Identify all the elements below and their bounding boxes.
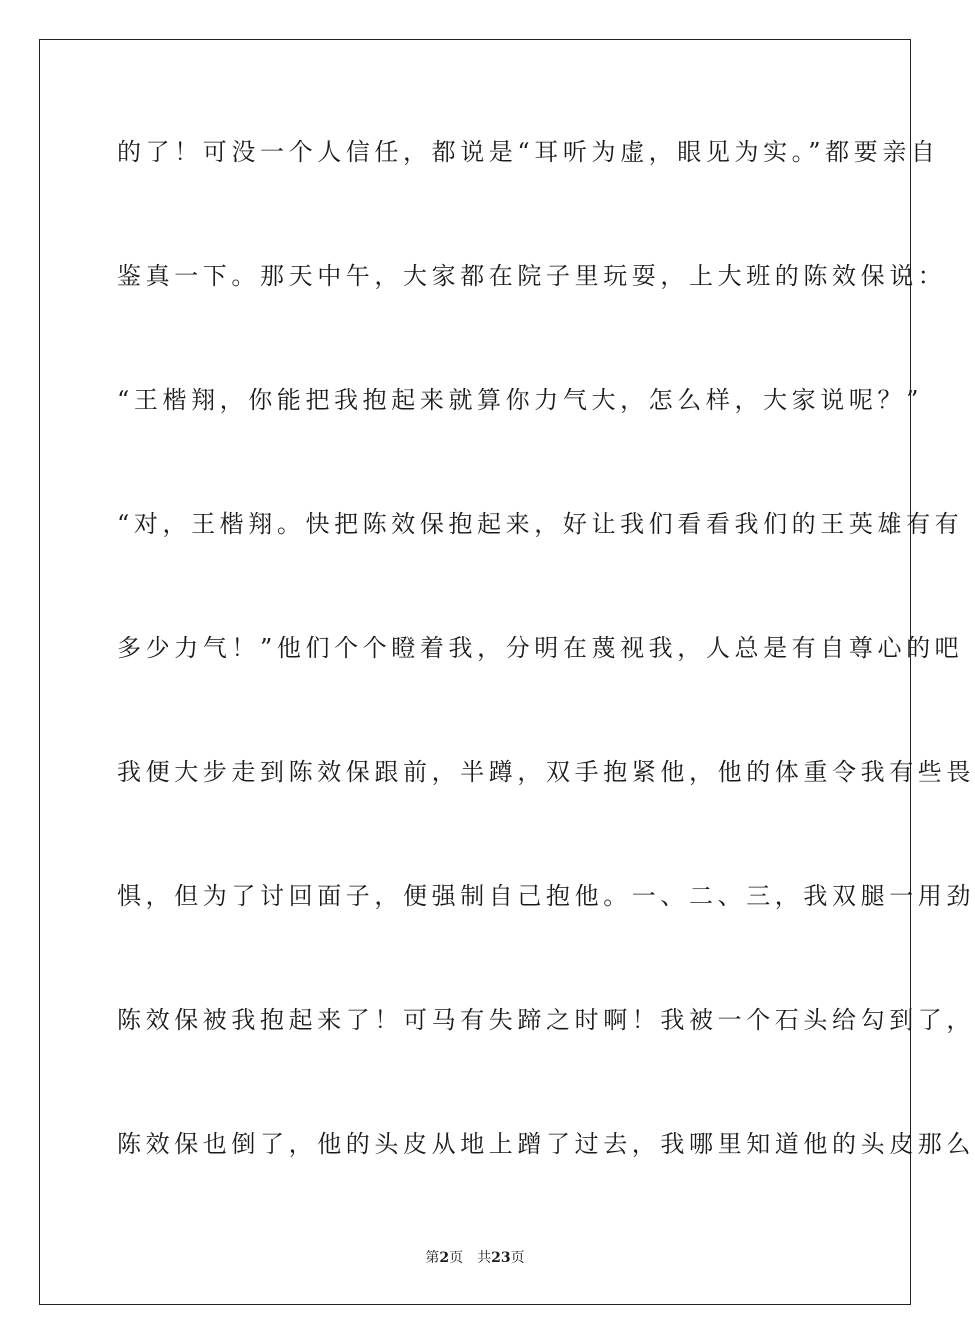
body-line-5: 多少力气！”他们个个瞪着我，分明在蔑视我，人总是有自尊心的吧 [117, 634, 964, 662]
body-line-9: 陈效保也倒了，他的头皮从地上蹭了过去，我哪里知道他的头皮那么 [117, 1130, 975, 1158]
body-line-1: 的了！可没一个人信任，都说是“耳听为虚，眼见为实。”都要亲自 [117, 138, 940, 166]
page-footer [0, 1248, 950, 1268]
total-prefix: 共 [477, 1250, 492, 1266]
body-line-3: “王楷翔，你能把我抱起来就算你力气大，怎么样，大家说呢？” [117, 386, 923, 414]
body-line-6: 我便大步走到陈效保跟前，半蹲，双手抱紧他，他的体重令我有些畏 [117, 758, 975, 786]
body-line-8: 陈效保被我抱起来了！可马有失蹄之时啊！我被一个石头给勾到了， [117, 1006, 975, 1034]
page-suffix: 页 [449, 1250, 464, 1266]
page-frame [39, 39, 975, 1305]
total-suffix: 页 [510, 1250, 525, 1266]
body-line-4: “对，王楷翔。快把陈效保抱起来，好让我们看看我们的王英雄有有 [117, 510, 964, 538]
total-pages: 23 [491, 1250, 511, 1266]
body-line-2: 鉴真一下。那天中午，大家都在院子里玩耍，上大班的陈效保说： [117, 262, 947, 290]
body-line-7: 惧，但为了讨回面子，便强制自己抱他。一、二、三，我双腿一用劲 [117, 882, 975, 910]
page-number: 2 [439, 1250, 450, 1266]
page-prefix: 第 [425, 1250, 440, 1266]
